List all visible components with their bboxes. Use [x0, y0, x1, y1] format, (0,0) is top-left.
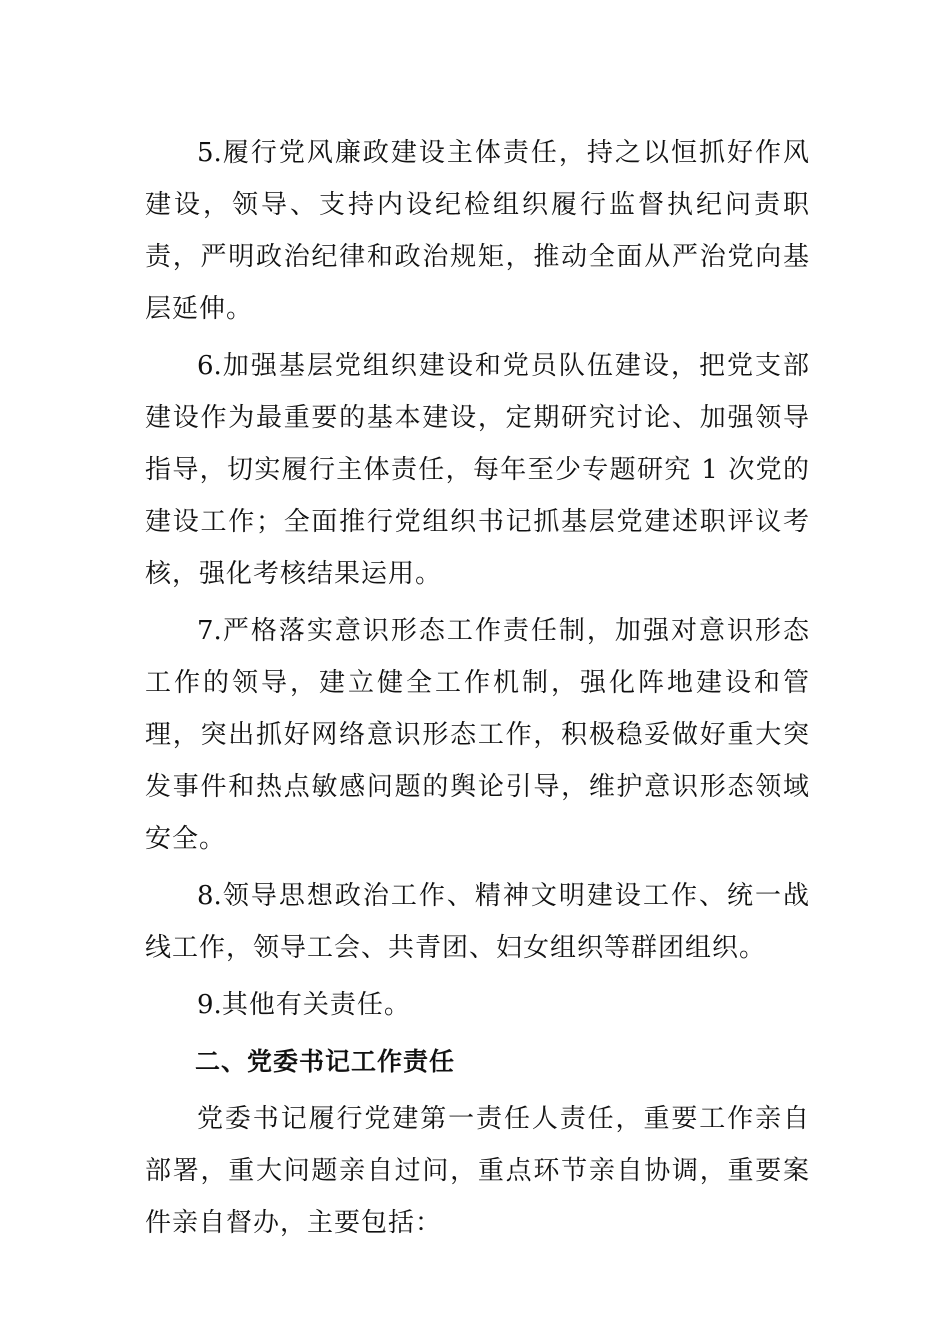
list-item-text: 严格落实意识形态工作责任制，加强对意识形态工作的领导，建立健全工作机制，强化阵地建设和管理，突出抓好网络意识形态工作，积极稳妥做好重大突发事件和热点敏感问题的舆论引导，维护意识形态领域安全。	[145, 616, 810, 854]
list-item-6	[145, 340, 810, 600]
document-body	[145, 127, 810, 1254]
list-item-number: 9.	[197, 990, 222, 1020]
list-item-5	[145, 127, 810, 335]
list-item-8	[145, 870, 810, 974]
list-item-text: 加强基层党组织建设和党员队伍建设，把党支部建设作为最重要的基本建设，定期研究讨论、加强领导指导，切实履行主体责任，每年至少专题研究 1 次党的建设工作；全面推行党组织书记抓基层党建述职评议考核，强化考核结果运用。	[145, 351, 810, 589]
closing-paragraph: 党委书记履行党建第一责任人责任，重要工作亲自部署，重大问题亲自过问，重点环节亲自协调，重要案件亲自督办，主要包括：	[145, 1104, 810, 1238]
section-heading: 二、党委书记工作责任	[195, 1047, 456, 1076]
list-item-number: 6.	[197, 351, 222, 381]
list-item-9	[145, 979, 810, 1031]
list-item-7	[145, 605, 810, 865]
list-item-number: 5.	[197, 138, 222, 168]
list-item-number: 7.	[197, 616, 222, 646]
list-item-text: 领导思想政治工作、精神文明建设工作、统一战线工作，领导工会、共青团、妇女组织等群团组织。	[145, 881, 810, 963]
list-item-text: 其他有关责任。	[221, 990, 411, 1020]
list-item-number: 8.	[197, 881, 222, 911]
list-item-text: 履行党风廉政建设主体责任，持之以恒抓好作风建设，领导、支持内设纪检组织履行监督执纪问责职责，严明政治纪律和政治规矩，推动全面从严治党向基层延伸。	[145, 138, 810, 324]
